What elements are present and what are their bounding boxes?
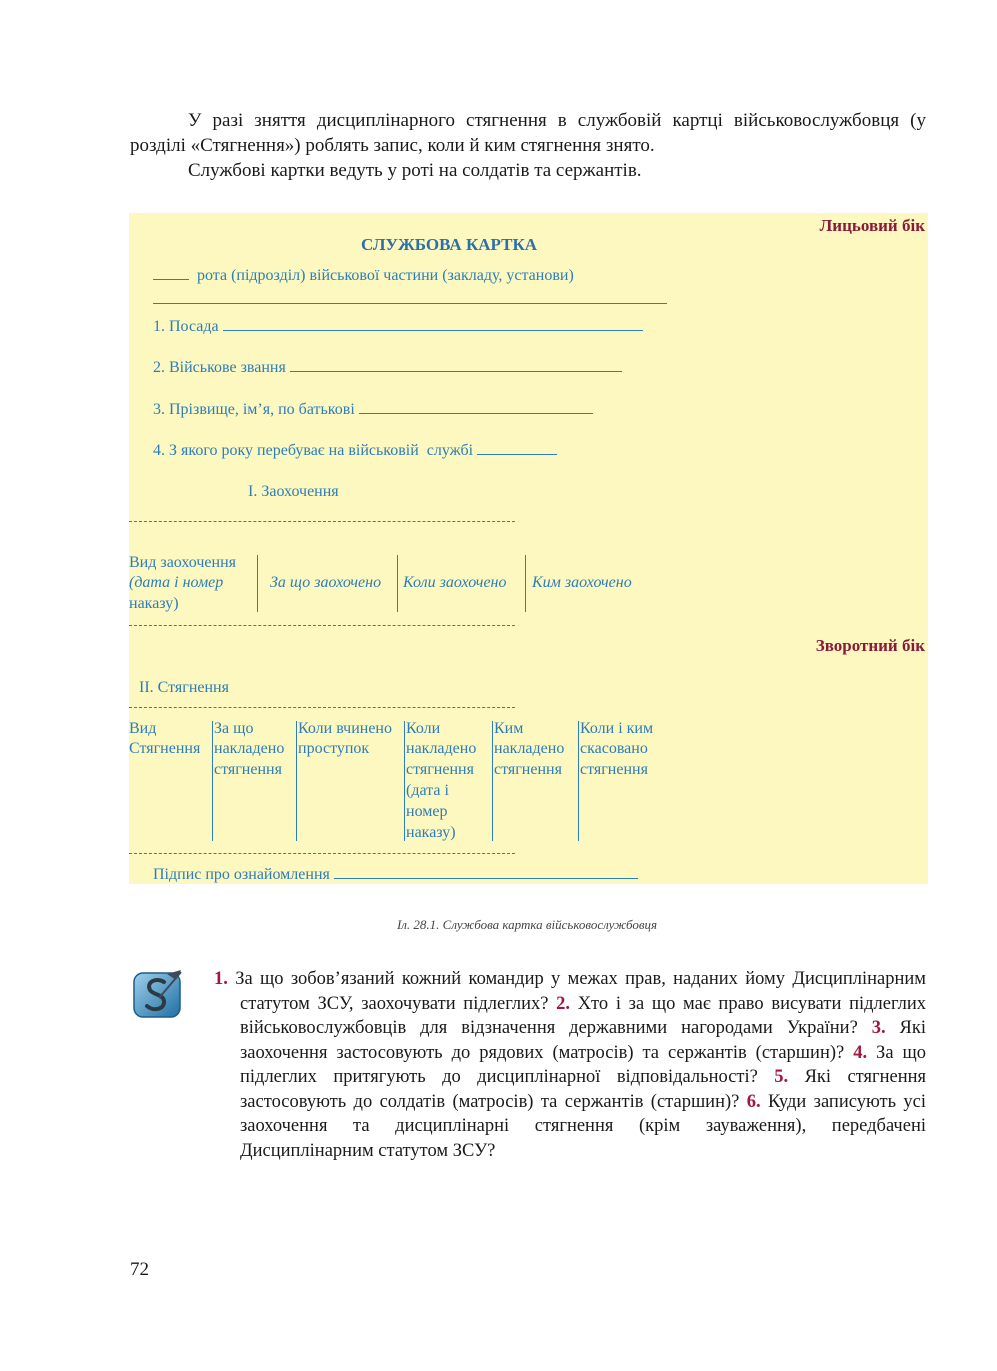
penalties-col1-line2: Стягнення [129,740,201,757]
penalties-divider-4 [492,721,493,841]
penalties-col4-line3: стягнення [406,761,474,778]
separator-line [129,853,515,854]
penalties-col3-line1: Коли вчинено [298,720,392,737]
page-number: 72 [130,1259,149,1280]
section-penalties-heading: II. Стягнення [139,679,229,696]
separator-line [129,521,515,522]
penalties-divider-5 [578,721,579,841]
front-side-label: Лицьовий бік [819,216,925,235]
questions-emblem-icon [131,968,185,1020]
rewards-divider-1 [257,555,258,612]
penalties-col4-line4: (дата і [406,782,449,799]
penalties-col4-line5: номер [406,803,448,820]
question-text: За що підлеглих притягують до дисциплінарної відповідальності? [240,1042,926,1087]
penalties-col5-line2: накладено [494,740,565,757]
separator-line [129,625,515,626]
review-questions [214,967,926,1163]
penalties-col2-line2: накладено [214,740,285,757]
separator-line [129,707,515,708]
field-name: 3. Прізвище, ім’я, по батькові [153,399,593,420]
penalties-col4-line2: накладено [406,740,477,757]
penalties-col4-line6: наказу) [406,824,456,841]
company-line-label: рота (підрозділ) військової частини (закладу, установи) [197,267,574,284]
rewards-divider-2 [397,555,398,612]
field-position: 1. Посада [153,316,643,337]
question-number: 6. [746,1091,761,1112]
field-rank: 2. Військове звання [153,357,622,378]
question-number: 2. [556,993,570,1014]
penalties-divider-1 [212,721,213,841]
back-side-label: Зворотний бік [815,636,925,655]
penalties-col3-line2: проступок [298,740,370,757]
question-number: 5. [774,1067,789,1087]
question-text: Які заохочення застосовують до рядових (матросів) та сержантів (старшин)? [240,1018,927,1063]
card-title: СЛУЖБОВА КАРТКА [361,235,538,254]
figure-caption: Іл. 28.1. Службова картка військовослужбовця [396,917,658,932]
penalties-col2-line3: стягнення [214,761,282,778]
intro-paragraph-1: У разі зняття дисциплінарного стягнення в службовій картці військовослужбовця (у розділі «Стягнення») роблять запис, коли й ким стягнення знято. [130,110,926,156]
signature-line: Підпис про ознайомлення [153,864,638,885]
question-text: За що зобов’язаний кожний командир у межах прав, наданих йому Дисциплінарним статутом ЗСУ, заохочувати підлеглих? [235,969,926,1014]
question-number: 1. [214,969,228,989]
penalties-divider-3 [404,721,405,841]
rewards-col1-line3: наказу) [129,595,179,612]
question-text: Хто і за що має право висувати підлеглих військовослужбовців для відзначення державними нагородами України? [240,993,927,1038]
company-underline [153,303,667,304]
rewards-col1-line2: (дата і номер [129,574,224,591]
rewards-col4: Ким заохочено [532,574,632,591]
penalties-col6-line1: Коли і ким [580,720,654,737]
penalties-col2-line1: За що [214,720,254,737]
question-number: 4. [853,1042,868,1063]
penalties-col6-line2: скасовано [580,740,648,757]
question-number: 3. [871,1018,886,1038]
rewards-col1-line1: Вид заохочення [129,554,237,571]
penalties-col6-line3: стягнення [580,761,648,778]
field-service-year: 4. З якого року перебуває на військовій службі [153,440,557,461]
penalties-col1-line1: Вид [129,720,157,737]
penalties-col4-line1: Коли [406,720,441,737]
question-text: Куди записують усі заохочення та дисциплінарні стягнення (крім зауваження), передбачені Дисциплінарним статутом ЗСУ? [240,1091,926,1161]
penalties-divider-2 [296,721,297,841]
company-line [153,265,574,286]
rewards-col2: За що заохочено [270,574,382,591]
penalties-col5-line3: стягнення [494,761,562,778]
service-card [129,213,928,884]
rewards-divider-3 [525,555,526,612]
question-text: Які стягнення застосовують до солдатів (матросів) та сержантів (старшин)? [240,1067,927,1112]
penalties-col5-line1: Ким [494,720,524,737]
intro-paragraph-2: Службові картки ведуть у роті на солдатів та сержантів. [188,160,642,181]
rewards-col3: Коли заохочено [403,574,507,591]
questions-paragraph [214,967,926,1163]
section-rewards-heading: I. Заохочення [248,483,339,500]
intro-text [130,108,926,183]
